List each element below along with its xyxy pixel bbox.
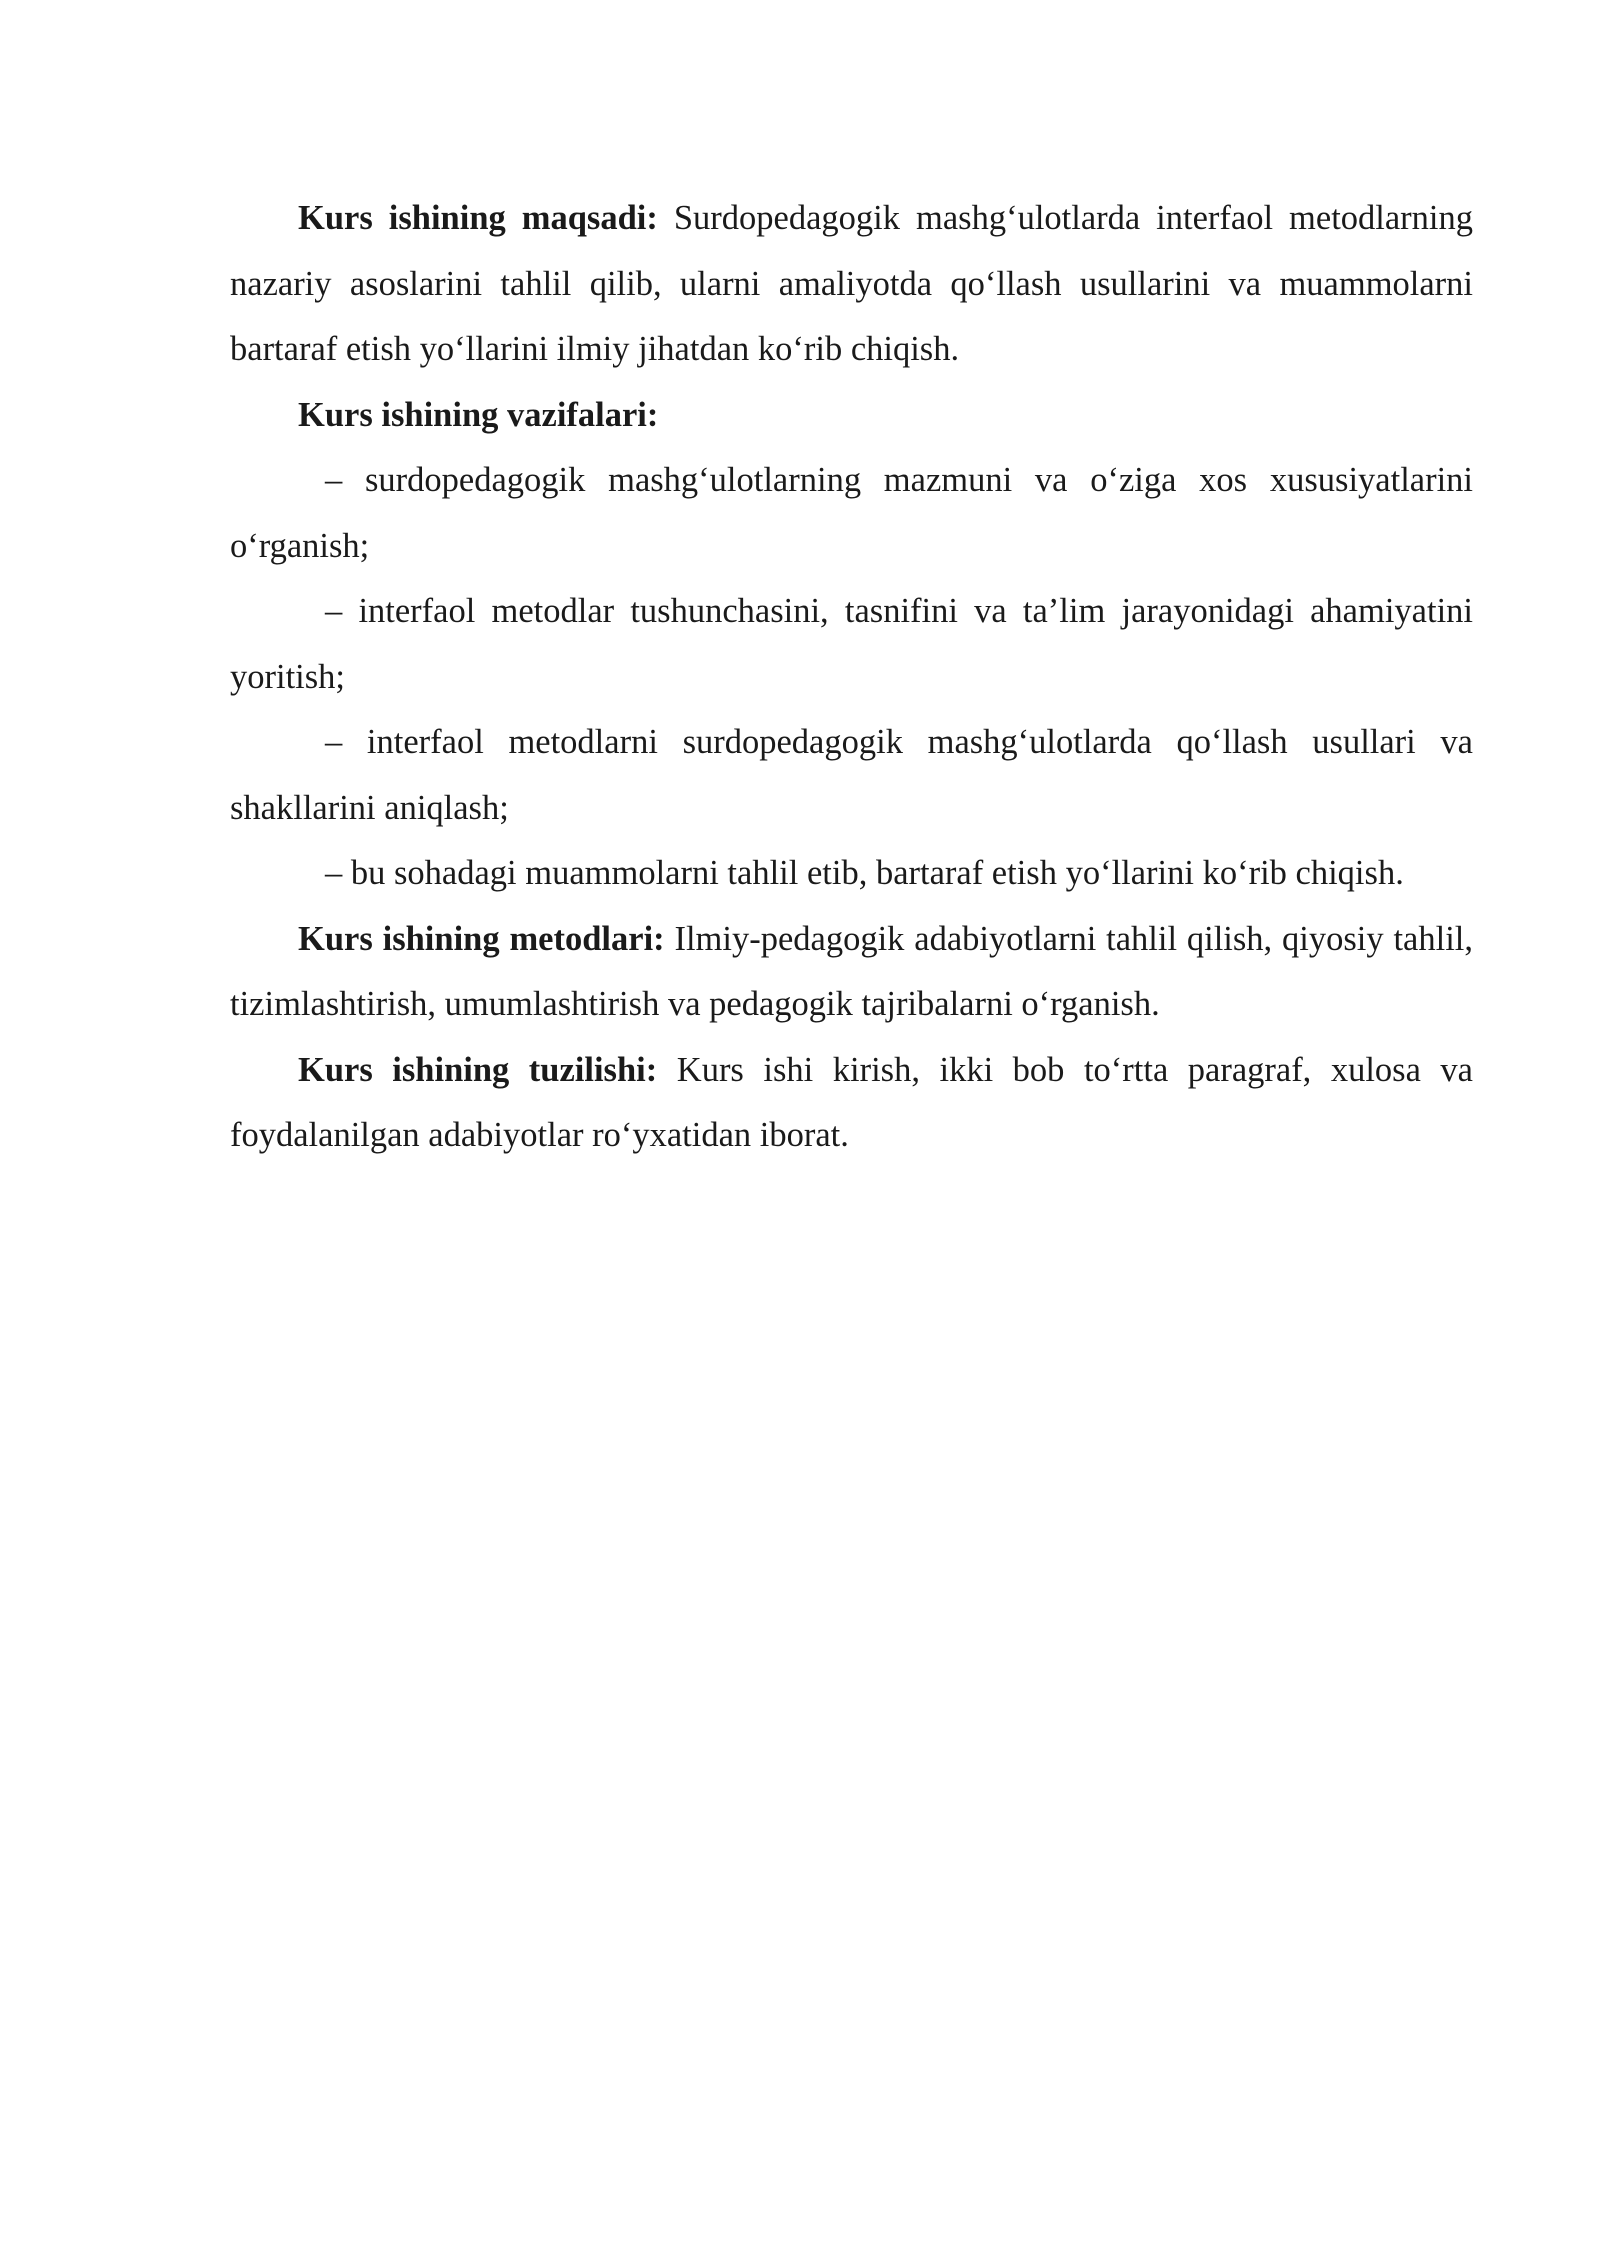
tasks-heading: [230, 383, 1473, 449]
structure-text: Kurs ishi kirish, ikki bob to‘rtta paragraf, xulosa va foydalanilgan adabiyotlar ro‘yxatidan iborat.: [230, 1050, 1473, 1154]
goal-paragraph: [230, 186, 1473, 383]
task-item: – bu sohadagi muammolarni tahlil etib, bartaraf etish yo‘llarini ko‘rib chiqish.: [325, 854, 1404, 892]
document-body: [230, 186, 1473, 1169]
tasks-label: Kurs ishining vazifalari:: [298, 395, 659, 434]
task-item: – interfaol metodlar tushunchasini, tasnifini va ta’lim jarayonidagi ahamiyatini yoritish;: [230, 592, 1473, 696]
goal-text: Surdopedagogik mashg‘ulotlarda interfaol metodlarning nazariy asoslarini tahlil qilib, ularni amaliyotda qo‘llash usullarini va muammolarni bartaraf etish yo‘llarini ilmiy jihatdan ko‘rib chiqish.: [230, 199, 1473, 368]
task-item: – interfaol metodlarni surdopedagogik mashg‘ulotlarda qo‘llash usullari va shakllarini aniqlash;: [230, 723, 1473, 827]
methods-paragraph: [230, 907, 1473, 1038]
methods-label: Kurs ishining metodlari:: [298, 919, 665, 958]
structure-label: Kurs ishining tuzilishi:: [298, 1050, 658, 1089]
structure-paragraph: [230, 1038, 1473, 1169]
methods-text: Ilmiy-pedagogik adabiyotlarni tahlil qilish, qiyosiy tahlil, tizimlashtirish, umumlashtirish va pedagogik tajribalarni o‘rganish.: [230, 919, 1473, 1023]
task-item: – surdopedagogik mashg‘ulotlarning mazmuni va o‘ziga xos xususiyatlarini o‘rganish;: [230, 461, 1473, 565]
goal-label: Kurs ishining maqsadi:: [298, 199, 658, 237]
